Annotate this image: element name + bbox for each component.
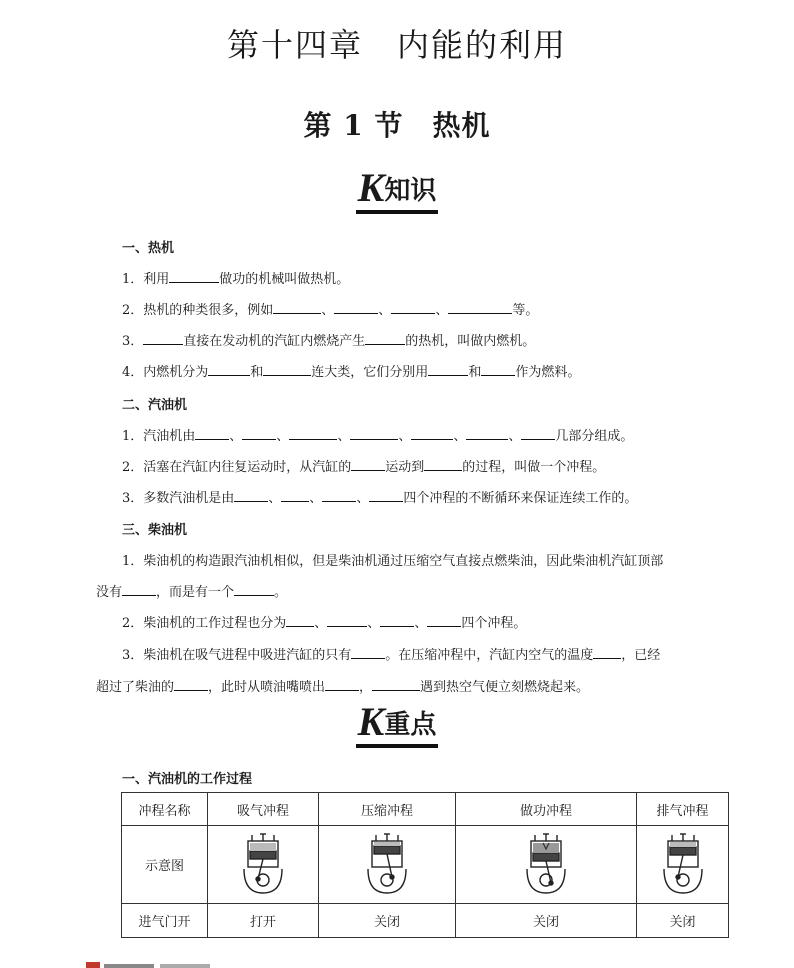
answer-blank[interactable] [424,458,462,471]
separator: 、 [268,491,282,506]
section-title: 第 1 节 热机 [303,109,491,142]
table-header-cell: 压缩冲程 [319,793,456,826]
answer-blank[interactable] [234,583,274,596]
engine-diagram-cell [456,826,637,904]
answer-blank[interactable] [351,458,385,471]
part1-item3 [122,330,535,349]
table-cell: 示意图 [122,826,208,904]
part2-item3 [122,487,637,506]
part2-title: 二、汽油机 [122,398,188,413]
text-segment: 没有 [96,585,123,600]
answer-blank[interactable] [411,427,453,440]
text-segment: 超过了柴油的 [96,680,175,695]
answer-blank[interactable] [322,489,356,502]
table-cell: 关闭 [319,904,456,938]
text-segment: 运动到 [385,460,425,475]
table-header-row [122,793,729,826]
text-segment: ，此时从喷油嘴喷出 [208,680,326,695]
part1-item1 [122,268,349,287]
part1-title: 一、热机 [122,241,175,256]
part3-item1-line2 [96,581,287,600]
answer-blank[interactable] [372,678,420,691]
text-segment: ，已经 [621,648,661,663]
text-segment: 3．多数汽油机是由 [122,491,235,506]
answer-blank[interactable] [521,427,555,440]
separator: 、 [508,429,522,444]
separator: 、 [276,429,290,444]
separator: 、 [314,616,328,631]
part3-item1-line1: 1．柴油机的构造跟汽油机相似，但是柴油机通过压缩空气直接点燃柴油，因此柴油机汽缸顶部 [122,554,664,569]
text-segment: ， [359,680,373,695]
separator: 、 [435,303,449,318]
knowledge-k-letter: K [357,165,385,210]
answer-blank[interactable] [242,427,276,440]
power-stroke-diagram [521,833,571,897]
table-cell: 打开 [208,904,319,938]
separator: 、 [309,491,323,506]
table-row [122,826,729,904]
engine-diagram-cell [319,826,456,904]
answer-blank[interactable] [195,427,229,440]
knowledge-underline [356,210,439,214]
table-cell: 关闭 [456,904,637,938]
text-segment: 遇到热空气便立刻燃烧起来。 [420,680,590,695]
answer-blank[interactable] [466,427,508,440]
answer-blank[interactable] [289,427,337,440]
exhaust-stroke-diagram [658,833,708,897]
separator: 、 [398,429,412,444]
text-segment: 的热机，叫做内燃机。 [405,334,536,349]
answer-blank[interactable] [427,614,461,627]
answer-blank[interactable] [593,646,621,659]
key-part-title: 一、汽油机的工作过程 [122,772,253,787]
text-segment: 和 [250,365,264,380]
table-row [122,904,729,938]
chapter-title: 第十四章 内能的利用 [226,26,567,64]
separator: 、 [229,429,243,444]
answer-blank[interactable] [122,583,156,596]
part3-item3-line1 [122,644,660,663]
answer-blank[interactable] [481,363,515,376]
text-segment: 2．柴油机的工作过程也分为 [122,616,287,631]
answer-blank[interactable] [350,427,398,440]
text-segment: 和 [468,365,482,380]
answer-blank[interactable] [263,363,311,376]
text-segment: ，而是有一个 [156,585,235,600]
key-heading [0,699,794,750]
answer-blank[interactable] [369,489,403,502]
separator: 、 [378,303,392,318]
table-cell: 进气门开 [122,904,208,938]
separator: 、 [414,616,428,631]
answer-blank[interactable] [325,678,359,691]
key-k-letter: K [357,699,385,744]
text-segment: 几部分组成。 [555,429,634,444]
compression-stroke-diagram [362,833,412,897]
part1-item4 [122,361,580,380]
table-header-cell: 冲程名称 [122,793,208,826]
engine-diagram-cell [208,826,319,904]
answer-blank[interactable] [351,646,385,659]
answer-blank[interactable] [208,363,250,376]
cropped-footer-decoration [78,958,228,968]
table-header-cell: 做功冲程 [456,793,637,826]
text-segment: 等。 [512,303,539,318]
separator: 、 [367,616,381,631]
knowledge-word: 知识 [384,176,437,206]
text-segment: 3．柴油机在吸气进程中吸进汽缸的只有 [122,648,352,663]
answer-blank[interactable] [365,332,405,345]
separator: 、 [337,429,351,444]
answer-blank[interactable] [286,614,314,627]
text-segment: 。 [274,585,288,600]
text-segment: 四个冲程的不断循环来保证连续工作的。 [403,491,638,506]
key-word: 重点 [384,710,437,740]
answer-blank[interactable] [428,363,468,376]
text-segment: 3． [122,334,144,349]
answer-blank[interactable] [273,301,321,314]
text-segment: 连大类，它们分别用 [311,365,429,380]
table-header-cell: 吸气冲程 [208,793,319,826]
separator: 、 [453,429,467,444]
separator: 、 [356,491,370,506]
separator: 、 [321,303,335,318]
answer-blank[interactable] [391,301,435,314]
part3-item2 [122,612,526,631]
text-segment: 4．内燃机分为 [122,365,209,380]
text-segment: 。在压缩冲程中，汽缸内空气的温度 [385,648,594,663]
text-segment: 的过程，叫做一个冲程。 [462,460,606,475]
answer-blank[interactable] [234,489,268,502]
table-cell: 关闭 [637,904,729,938]
part1-item2 [122,299,538,318]
knowledge-heading [0,165,794,216]
text-segment: 2．活塞在汽缸内往复运动时，从汽缸的 [122,460,352,475]
answer-blank[interactable] [174,678,208,691]
part3-title: 三、柴油机 [122,523,188,538]
stroke-table [121,792,729,938]
part2-item2 [122,456,605,475]
engine-diagram-cell [637,826,729,904]
answer-blank[interactable] [143,332,183,345]
answer-blank[interactable] [448,301,512,314]
text-segment: 直接在发动机的汽缸内燃烧产生 [183,334,366,349]
text-segment: 四个冲程。 [461,616,527,631]
intake-stroke-diagram [238,833,288,897]
answer-blank[interactable] [169,270,219,283]
answer-blank[interactable] [380,614,414,627]
text-segment: 1．汽油机由 [122,429,196,444]
part2-item1 [122,425,633,444]
part3-item3-line2 [96,676,589,695]
key-underline [356,744,439,748]
text-segment: 2．热机的种类很多，例如 [122,303,274,318]
text-segment: 1．利用 [122,272,170,287]
answer-blank[interactable] [327,614,367,627]
answer-blank[interactable] [334,301,378,314]
answer-blank[interactable] [281,489,309,502]
text-segment: 做功的机械叫做热机。 [219,272,350,287]
table-header-cell: 排气冲程 [637,793,729,826]
text-segment: 作为燃料。 [515,365,581,380]
